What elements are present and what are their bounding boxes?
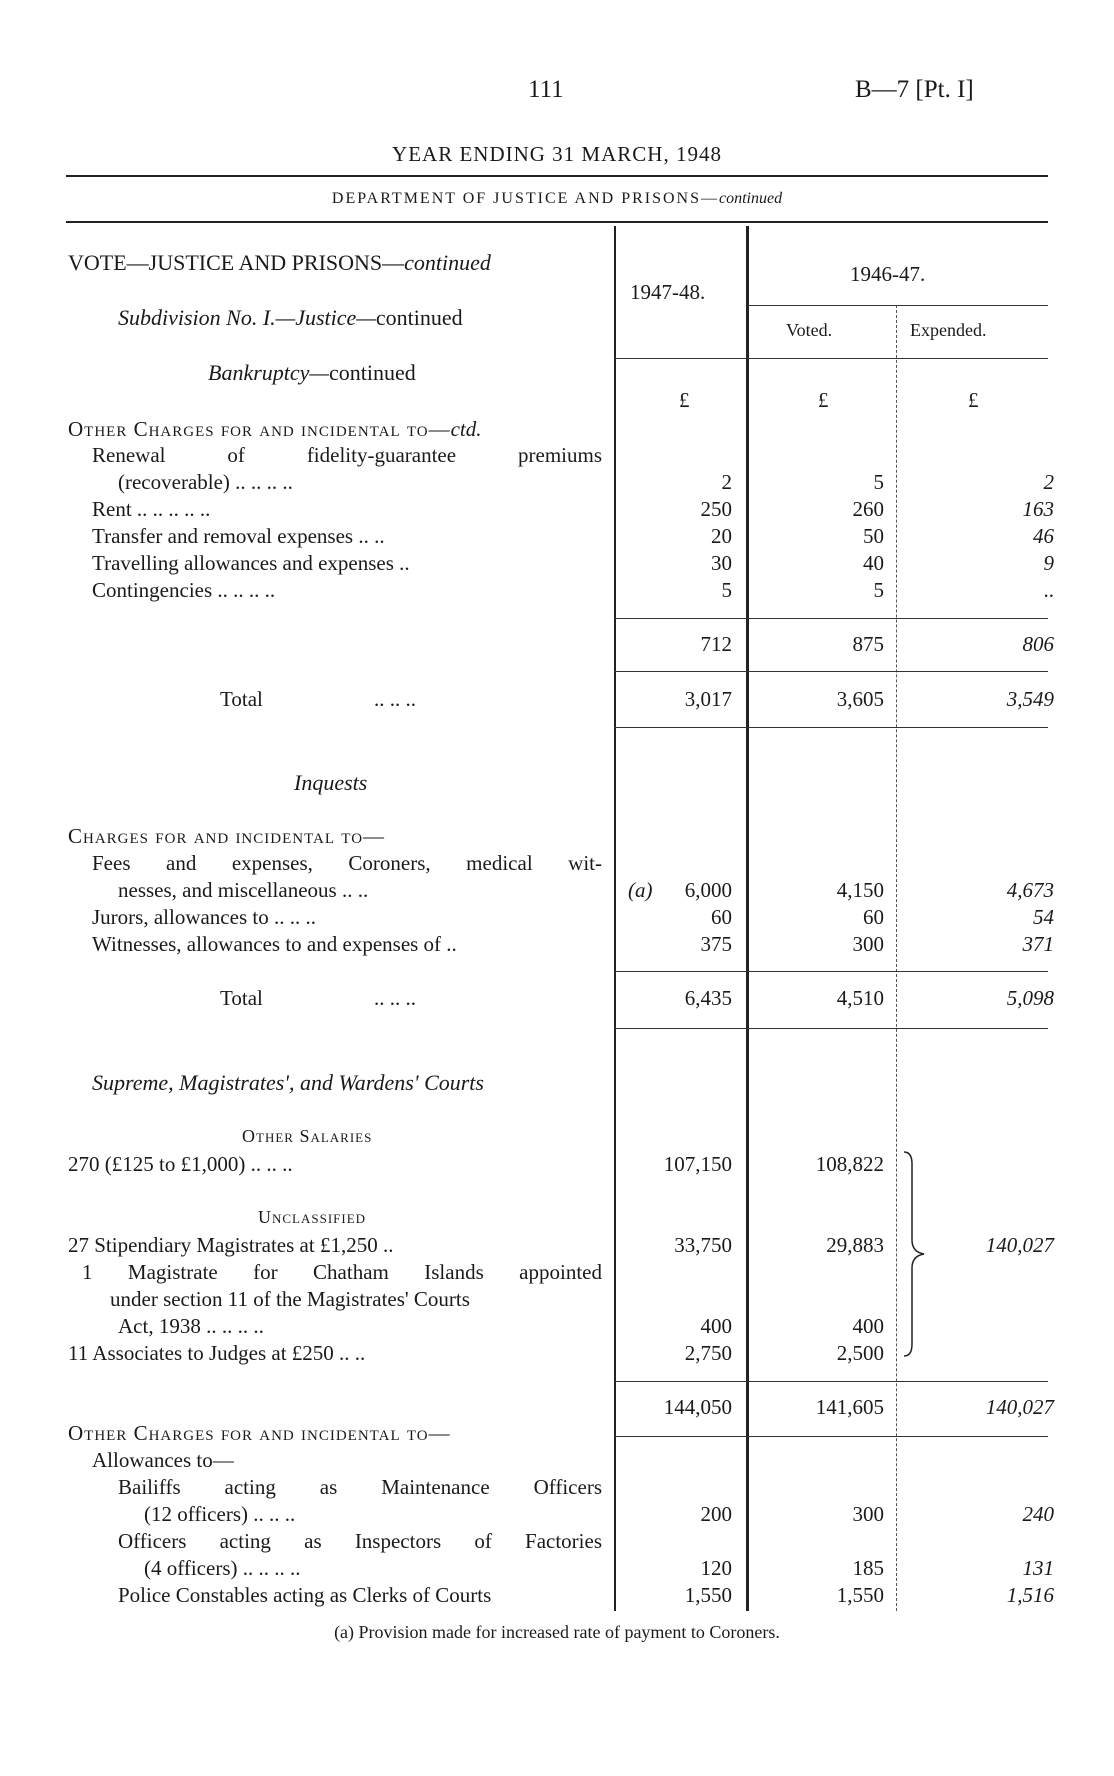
- row-label-transfer: Transfer and removal expenses .. ..: [92, 524, 385, 548]
- row-value-voted: 1,550: [836, 1583, 884, 1607]
- row-value-voted: 108,822: [815, 1152, 884, 1176]
- row-value-1947: 250: [700, 497, 732, 521]
- inquests-total-dots: .. .. ..: [374, 986, 416, 1010]
- subtotal-rule: [614, 618, 1048, 619]
- row-label-renewal-2: (recoverable) .. .. .. ..: [118, 470, 293, 494]
- row-value-1947: 60: [711, 905, 732, 929]
- allowances-heading: Allowances to—: [92, 1448, 234, 1472]
- inquests-total-expended: 5,098: [1006, 986, 1054, 1010]
- row-value-voted: 300: [852, 1502, 884, 1526]
- row-value-expended: 371: [1022, 932, 1054, 956]
- department-name: DEPARTMENT OF JUSTICE AND PRISONS—: [331, 190, 719, 207]
- row-value-voted: 185: [852, 1556, 884, 1580]
- subdivision-text: Subdivision No. I.—Justice—: [118, 305, 376, 330]
- total-rule-top: [614, 671, 1048, 672]
- courts-title: Supreme, Magistrates', and Wardens' Courts: [92, 1070, 484, 1095]
- other-salaries-heading: Other Salaries: [242, 1126, 373, 1146]
- subdivision-heading: [118, 305, 463, 331]
- row-value-voted: 4,150: [836, 878, 884, 902]
- currency-2: £: [818, 388, 829, 412]
- footnote: (a) Provision made for increased rate of payment to Coroners.: [334, 1622, 780, 1642]
- inquests-total-label: Total: [220, 986, 263, 1010]
- row-value-1947: 375: [700, 932, 732, 956]
- row-label-bailiffs-1: Bailiffs acting as Maintenance Officers: [118, 1475, 602, 1499]
- header-rule: [614, 358, 1048, 359]
- row-label-witnesses: Witnesses, allowances to and expenses of ..: [92, 932, 457, 956]
- courts-subtotal-rule-top: [614, 1381, 1048, 1382]
- courts-subtotal-rule-bottom: [614, 1436, 1048, 1437]
- row-value-voted: 5: [873, 470, 884, 494]
- vote-title: [68, 250, 491, 276]
- section-heading: [208, 360, 416, 386]
- row-value-1947: 6,000: [684, 878, 732, 902]
- row-value-1947: 1,550: [684, 1583, 732, 1607]
- row-label-fees-2: nesses, and miscellaneous .. ..: [118, 878, 369, 902]
- col-expended-header: Expended.: [910, 320, 987, 340]
- page-number: 111: [528, 76, 564, 103]
- bankruptcy-heading-text: Other Charges for and incidental to—: [68, 417, 451, 441]
- row-label-travelling: Travelling allowances and expenses ..: [92, 551, 410, 575]
- inquests-heading: Charges for and incidental to—: [68, 824, 386, 848]
- row-value-expended: 1,516: [1006, 1583, 1054, 1607]
- total-expended: 3,549: [1006, 687, 1054, 711]
- row-value-1947: 33,750: [674, 1233, 732, 1257]
- total-dots: .. .. ..: [374, 687, 416, 711]
- subtotal-expended: 806: [1022, 632, 1054, 656]
- row-value-expended: 163: [1022, 497, 1054, 521]
- row-value-expended: 4,673: [1006, 878, 1054, 902]
- row-value-expended: ..: [1043, 578, 1054, 602]
- col-1946-47-header: 1946-47.: [850, 262, 926, 286]
- year-group-rule: [748, 305, 1048, 306]
- section-heading-text: Bankruptcy—: [208, 360, 329, 385]
- row-value-expended: 9: [1043, 551, 1054, 575]
- total-rule-bottom: [614, 727, 1048, 728]
- brace-icon: [898, 1150, 932, 1360]
- bracket-total: 140,027: [985, 1233, 1054, 1257]
- row-value-voted: 300: [852, 932, 884, 956]
- dept-rule: [66, 221, 1048, 223]
- row-label-chatham-3: Act, 1938 .. .. .. ..: [118, 1314, 264, 1338]
- row-label-rent: Rent .. .. .. .. ..: [92, 497, 211, 521]
- row-label-fees-1: Fees and expenses, Coroners, medical wit-: [92, 851, 602, 875]
- bankruptcy-heading: [68, 417, 482, 442]
- col-1947-48-header: 1947-48.: [630, 280, 706, 304]
- courts-subtotal-1947: 144,050: [663, 1395, 732, 1419]
- inquests-total-rule-top: [614, 971, 1048, 972]
- total-label: Total: [220, 687, 263, 711]
- row-value-expended: 46: [1033, 524, 1054, 548]
- row-label-bailiffs-2: (12 officers) .. .. ..: [144, 1502, 296, 1526]
- currency-3: £: [968, 388, 979, 412]
- row-value-1947: 5: [721, 578, 732, 602]
- row-value-voted: 5: [873, 578, 884, 602]
- row-label-chatham-1: 1 Magistrate for Chatham Islands appointed: [82, 1260, 602, 1284]
- currency-1: £: [679, 388, 690, 412]
- inquests-total-voted: 4,510: [836, 986, 884, 1010]
- courts-other-charges-heading: Other Charges for and incidental to—: [68, 1421, 451, 1445]
- subtotal-1947: 712: [700, 632, 732, 656]
- footnote-marker: (a): [628, 878, 653, 902]
- row-value-1947: 2: [721, 470, 732, 494]
- subtotal-voted: 875: [852, 632, 884, 656]
- row-label-salaries: 270 (£125 to £1,000) .. .. ..: [68, 1152, 293, 1176]
- vote-title-suffix: continued: [404, 250, 491, 275]
- col-voted-header: Voted.: [786, 320, 833, 340]
- department-heading: [0, 190, 1114, 208]
- row-label-contingencies: Contingencies .. .. .. ..: [92, 578, 276, 602]
- row-value-1947: 2,750: [684, 1341, 732, 1365]
- row-value-1947: 30: [711, 551, 732, 575]
- report-code: B—7 [Pt. I]: [855, 76, 974, 103]
- subdivision-suffix: continued: [375, 305, 463, 330]
- unclassified-heading: Unclassified: [258, 1207, 367, 1227]
- department-suffix: continued: [719, 190, 783, 207]
- row-value-1947: 200: [700, 1502, 732, 1526]
- inquests-total-rule-bottom: [614, 1028, 1048, 1029]
- row-value-voted: 60: [863, 905, 884, 929]
- row-label-jurors: Jurors, allowances to .. .. ..: [92, 905, 316, 929]
- row-value-expended: 2: [1043, 470, 1054, 494]
- page-title: YEAR ENDING 31 MARCH, 1948: [392, 142, 722, 166]
- row-value-expended: 54: [1033, 905, 1054, 929]
- row-value-voted: 50: [863, 524, 884, 548]
- inquests-title: Inquests: [294, 770, 368, 795]
- row-label-police: Police Constables acting as Clerks of Courts: [118, 1583, 492, 1607]
- row-label-inspectors-2: (4 officers) .. .. .. ..: [144, 1556, 301, 1580]
- courts-subtotal-expended: 140,027: [985, 1395, 1054, 1419]
- courts-subtotal-voted: 141,605: [815, 1395, 884, 1419]
- vote-title-text: VOTE—JUSTICE AND PRISONS—: [68, 250, 405, 275]
- section-heading-suffix: continued: [328, 360, 416, 385]
- row-label-inspectors-1: Officers acting as Inspectors of Factories: [118, 1529, 602, 1553]
- col-rule-right: [896, 305, 897, 1611]
- title-rule: [66, 175, 1048, 177]
- inquests-total-1947: 6,435: [684, 986, 732, 1010]
- row-value-voted: 260: [852, 497, 884, 521]
- row-value-voted: 400: [852, 1314, 884, 1338]
- row-label-renewal-1: Renewal of fidelity-guarantee premiums: [92, 443, 602, 467]
- row-value-voted: 29,883: [826, 1233, 884, 1257]
- total-1947: 3,017: [684, 687, 732, 711]
- total-voted: 3,605: [836, 687, 884, 711]
- row-value-1947: 120: [700, 1556, 732, 1580]
- bankruptcy-heading-suffix: ctd.: [450, 417, 482, 441]
- row-label-stipendiary: 27 Stipendiary Magistrates at £1,250 ..: [68, 1233, 394, 1257]
- row-value-voted: 2,500: [836, 1341, 884, 1365]
- row-value-expended: 240: [1022, 1502, 1054, 1526]
- row-value-1947: 20: [711, 524, 732, 548]
- row-value-expended: 131: [1022, 1556, 1054, 1580]
- row-label-associates: 11 Associates to Judges at £250 .. ..: [68, 1341, 366, 1365]
- row-value-1947: 400: [700, 1314, 732, 1338]
- row-value-voted: 40: [863, 551, 884, 575]
- col-rule-mid: [746, 226, 749, 1611]
- row-value-1947: 107,150: [663, 1152, 732, 1176]
- row-label-chatham-2: under section 11 of the Magistrates' Courts: [110, 1287, 470, 1311]
